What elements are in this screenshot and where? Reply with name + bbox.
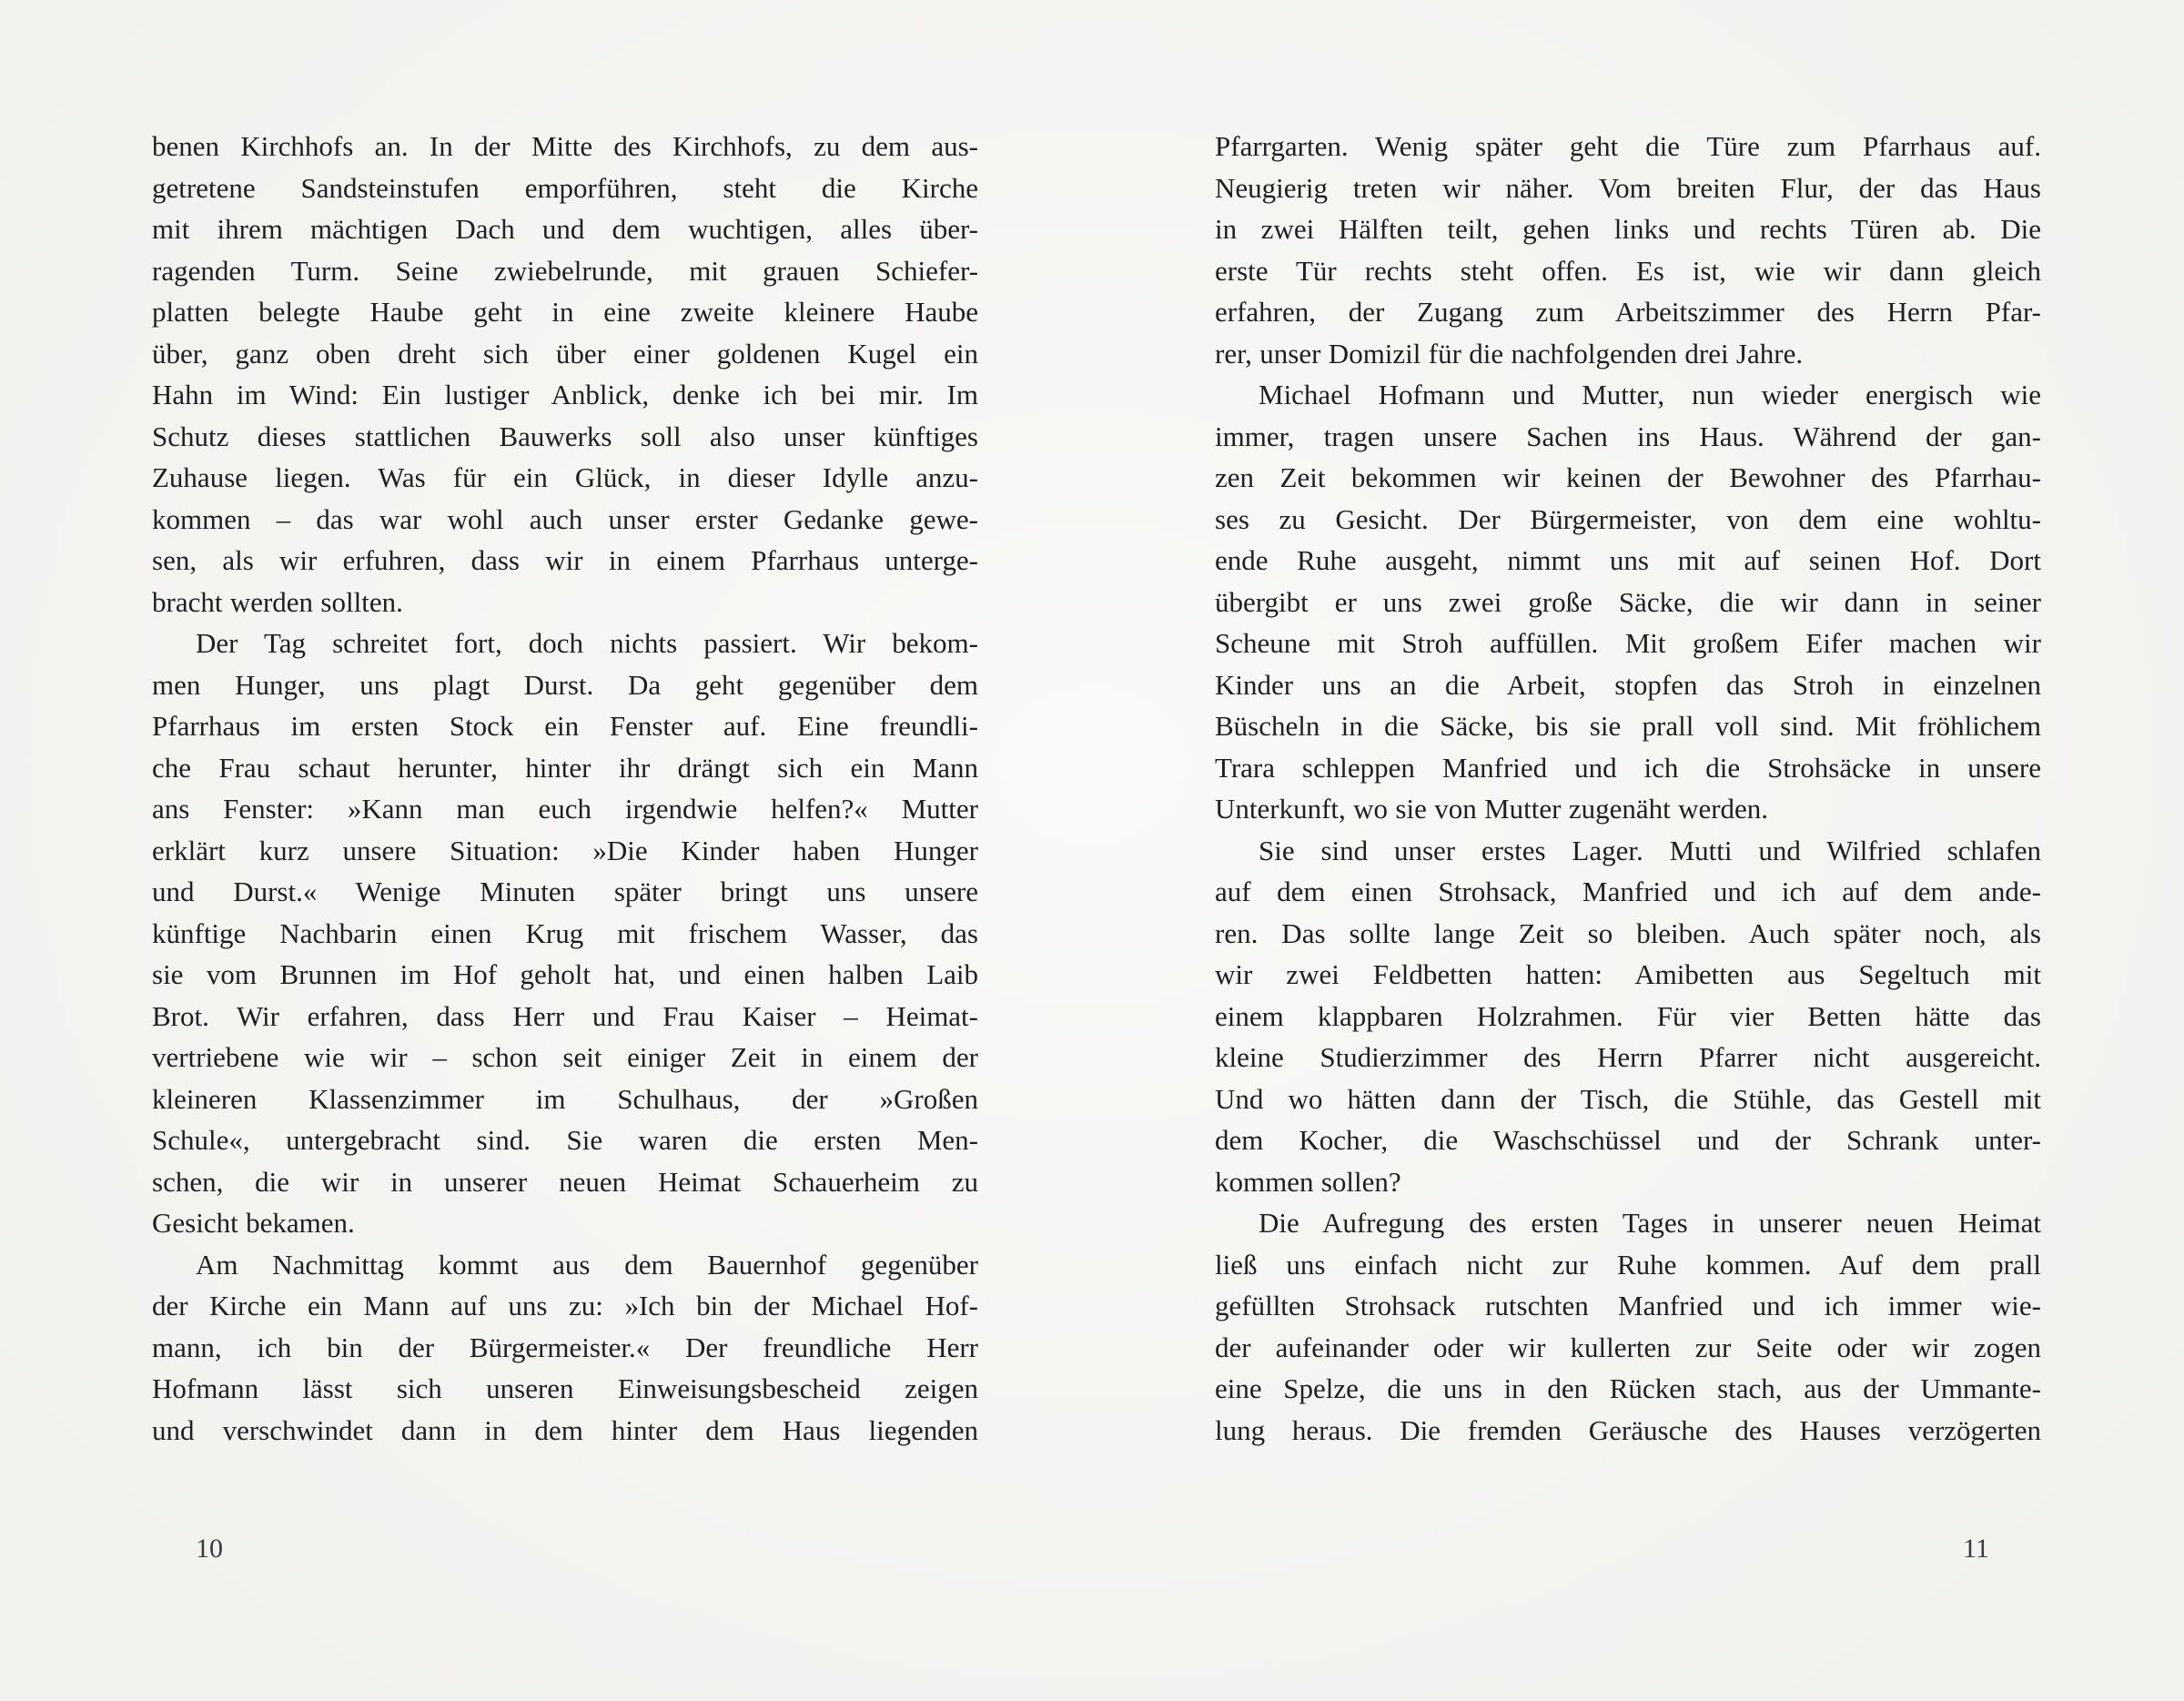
text-line: der Kirche ein Mann auf uns zu: »Ich bin der Michael Hof- — [152, 1290, 978, 1321]
text-line: kommen sollen? — [1215, 1165, 1401, 1198]
text-line: ren. Das sollte lange Zeit so bleiben. Auch später noch, als — [1215, 916, 2041, 949]
text-line: dem Kocher, die Waschschüssel und der Schrank unter- — [1215, 1124, 2041, 1156]
text-line: in zwei Hälften teilt, gehen links und rechts Türen ab. Die — [1215, 213, 2041, 245]
text-line: che Frau schaut herunter, hinter ihr drängt sich ein Mann — [152, 751, 978, 784]
text-line: Pfarrgarten. Wenig später geht die Türe zum Pfarrhaus auf. — [1215, 130, 2041, 162]
text-line: Unterkunft, wo sie von Mutter zugenäht werden. — [1215, 793, 1769, 825]
text-line: Büscheln in die Säcke, bis sie prall voll sind. Mit fröhlichem — [1215, 710, 2041, 742]
text-line: Und wo hätten dann der Tisch, die Stühle, das Gestell mit — [1215, 1082, 2041, 1115]
text-line: mann, ich bin der Bürgermeister.« Der freundliche Herr — [152, 1331, 978, 1363]
text-line: kommen – das war wohl auch unser erster Gedanke gewe- — [152, 502, 978, 535]
text-line: rer, unser Domizil für die nachfolgenden drei Jahre. — [1215, 337, 1804, 370]
text-line: Am Nachmittag kommt aus dem Bauernhof gegenüber — [196, 1248, 978, 1281]
text-line: ließ uns einfach nicht zur Ruhe kommen. Auf dem prall — [1215, 1248, 2041, 1281]
text-line: Zuhause liegen. Was für ein Glück, in dieser Idylle anzu- — [152, 461, 978, 493]
text-line: erfahren, der Zugang zum Arbeitszimmer des Herrn Pfar- — [1215, 296, 2041, 328]
text-line: erklärt kurz unsere Situation: »Die Kinder haben Hunger — [152, 834, 978, 866]
text-line: der aufeinander oder wir kullerten zur Seite oder wir zogen — [1215, 1331, 2041, 1363]
text-line: Sie sind unser erstes Lager. Mutti und Wilfried schlafen — [1259, 834, 2041, 866]
text-line: Michael Hofmann und Mutter, nun wieder energisch wie — [1259, 379, 2041, 410]
text-line: zen Zeit bekommen wir keinen der Bewohner des Pfarrhau- — [1215, 461, 2041, 493]
text-line: sie vom Brunnen im Hof geholt hat, und einen halben Laib — [152, 958, 978, 990]
text-line: wir zwei Feldbetten hatten: Amibetten aus Segeltuch mit — [1215, 958, 2041, 990]
text-line: Schule«, untergebracht sind. Sie waren die ersten Men- — [152, 1124, 978, 1156]
text-line: Neugierig treten wir näher. Vom breiten Flur, der das Haus — [1215, 171, 2041, 204]
page-left-text-block — [152, 126, 978, 1451]
text-line: Kinder uns an die Arbeit, stopfen das Stroh in einzelnen — [1215, 668, 2041, 701]
text-line: benen Kirchhofs an. In der Mitte des Kirchhofs, zu dem aus- — [152, 130, 978, 162]
text-line: ans Fenster: »Kann man euch irgendwie helfen?« Mutter — [152, 793, 978, 825]
text-line: schen, die wir in unserer neuen Heimat Schauerheim zu — [152, 1165, 978, 1198]
text-line: immer, tragen unsere Sachen ins Haus. Während der gan- — [1215, 420, 2041, 452]
text-line: bracht werden sollten. — [152, 585, 403, 618]
text-line: einem klappbaren Holzrahmen. Für vier Betten hätte das — [1215, 999, 2041, 1032]
text-line: ses zu Gesicht. Der Bürgermeister, von dem eine wohltu- — [1215, 502, 2041, 535]
text-line: vertriebene wie wir – schon seit einiger Zeit in einem der — [152, 1041, 978, 1073]
text-line: ende Ruhe ausgeht, nimmt uns mit auf seinen Hof. Dort — [1215, 544, 2041, 576]
page-right — [1092, 0, 2184, 1701]
text-line: Schutz dieses stattlichen Bauwerks soll also unser künftiges — [152, 420, 978, 452]
text-line: übergibt er uns zwei große Säcke, die wir dann in seiner — [1215, 585, 2041, 618]
text-line: Trara schleppen Manfried und ich die Strohsäcke in unsere — [1215, 751, 2041, 784]
text-line: mit ihrem mächtigen Dach und dem wuchtigen, alles über- — [152, 213, 978, 245]
text-line: lung heraus. Die fremden Geräusche des Hauses verzögerten — [1215, 1413, 2041, 1446]
text-line: Brot. Wir erfahren, dass Herr und Frau Kaiser – Heimat- — [152, 999, 978, 1032]
text-line: künftige Nachbarin einen Krug mit frischem Wasser, das — [152, 916, 978, 949]
text-line: getretene Sandsteinstufen emporführen, steht die Kirche — [152, 171, 978, 204]
text-line: auf dem einen Strohsack, Manfried und ich auf dem ande- — [1215, 876, 2041, 907]
text-line: Gesicht bekamen. — [152, 1207, 355, 1239]
text-line: Die Aufregung des ersten Tages in unserer neuen Heimat — [1259, 1207, 2041, 1239]
text-line: platten belegte Haube geht in eine zweite kleinere Haube — [152, 296, 978, 328]
text-line: Pfarrhaus im ersten Stock ein Fenster auf. Eine freundli- — [152, 710, 978, 742]
page-number-left: 10 — [196, 1534, 223, 1564]
text-line: erste Tür rechts steht offen. Es ist, wie wir dann gleich — [1215, 254, 2041, 287]
text-line: Hahn im Wind: Ein lustiger Anblick, denke ich bei mir. Im — [152, 379, 978, 410]
text-line: gefüllten Strohsack rutschten Manfried und ich immer wie- — [1215, 1290, 2041, 1321]
page-number-right: 11 — [1963, 1534, 1989, 1564]
text-line: Hofmann lässt sich unseren Einweisungsbescheid zeigen — [152, 1372, 978, 1404]
text-line: kleine Studierzimmer des Herrn Pfarrer nicht ausgereicht. — [1215, 1041, 2041, 1073]
text-line: eine Spelze, die uns in den Rücken stach, aus der Ummante- — [1215, 1372, 2041, 1404]
text-line: und Durst.« Wenige Minuten später bringt uns unsere — [152, 876, 978, 907]
text-line: sen, als wir erfuhren, dass wir in einem Pfarrhaus unterge- — [152, 544, 978, 576]
page-right-text-block — [1215, 126, 2041, 1451]
text-line: ragenden Turm. Seine zwiebelrunde, mit grauen Schiefer- — [152, 254, 978, 287]
text-line: kleineren Klassenzimmer im Schulhaus, der »Großen — [152, 1082, 978, 1115]
text-line: Der Tag schreitet fort, doch nichts passiert. Wir bekom- — [196, 627, 978, 659]
text-line: über, ganz oben dreht sich über einer goldenen Kugel ein — [152, 337, 978, 370]
text-line: und verschwindet dann in dem hinter dem Haus liegenden — [152, 1413, 978, 1446]
text-line: men Hunger, uns plagt Durst. Da geht gegenüber dem — [152, 668, 978, 701]
text-line: Scheune mit Stroh auffüllen. Mit großem Eifer machen wir — [1215, 627, 2041, 659]
